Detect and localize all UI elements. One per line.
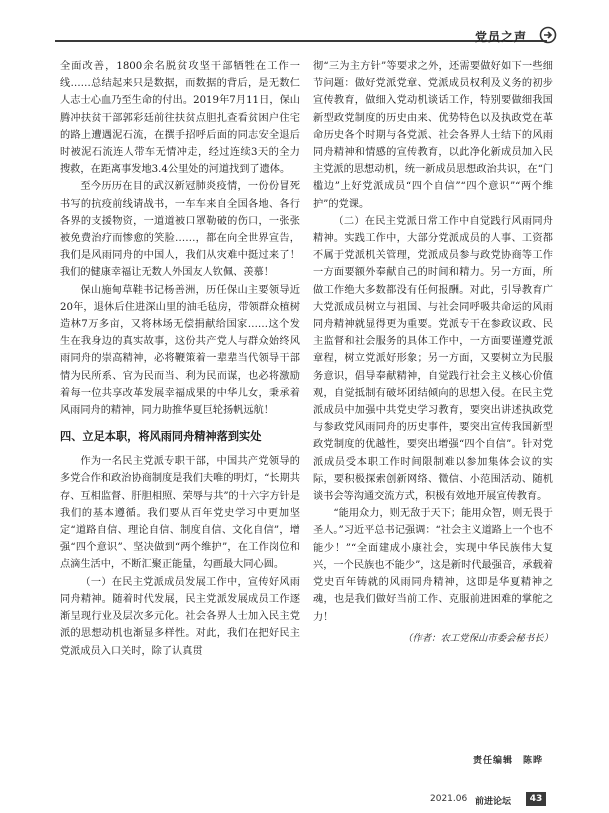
right-paragraph-3: “能用众力，则无敌于天下；能用众智，则无畏于圣人。”习近平总书记强调：“社会主义道路上一个也不能少！”“全面建成小康社会，实现中华民族伟大复兴，一个民族也不能少”，这是新时代最强音，承载着党史百年铸就的风雨同舟精神，这即是华夏精神之魂，也是我们做好当前工作、克服前进困难的掌舵之力！: [313, 508, 553, 623]
issue-date: 2021.06: [430, 794, 468, 804]
author-note: （作者：农工党保山市委会秘书长）: [402, 632, 553, 644]
header-rule: [55, 40, 547, 42]
page-number: 43: [526, 792, 546, 806]
right-column: [313, 58, 553, 647]
section-title: 党员之声: [474, 30, 527, 44]
right-paragraph-1: 彻“三为主方针”等要求之外，还需要做好如下一些细节问题：做好党派党章、党派成员权利及义务的初步宣传教育，做细入党动机谈话工作，特别要做细我国新型政党制度的历史由来、优势特色以及执政党在革命历史各个时期与各党派、社会各界人士结下的风雨同舟精神和情感的宣传教育，以此净化新成员加入民主党派的思想动机，统一新成员思想政治共识，在“门槛边”上好党派成员“四个自信”“四个意识”“两个维护”的党课。: [313, 61, 553, 210]
left-paragraph-4: 作为一名民主党派专职干部，中国共产党领导的多党合作和政治协商制度是我们夫唯的明灯，“长期共存、互相监督、肝胆相照、荣辱与共”的十六字方针是我们的基本遵循。我们要从百年党史学习中更加坚定“道路自信、理论自信、制度自信、文化自信”，增强“四个意识”、坚决做到“两个维护”，在工作岗位和点滴生活中，不断汇聚正能量，勾画最大同心圆。: [60, 456, 300, 571]
arrow-circle-icon: [539, 26, 557, 44]
left-paragraph-2: 至今历历在目的武汉新冠肺炎疫情，一份份冒死书写的抗疫前线请战书，一车车来自全国各地、各行各界的支援物资，一道道被口罩勒破的伤口，一张张被免费治疗而惨愈的笑脸……，都在向全世界宣告，我们是风雨同舟的中国人，我们从灾难中挺过来了！我们的健康幸福让无数人外国友人钦佩、羡慕！: [60, 181, 300, 279]
section-heading-4: 四、立足本职，将风雨同舟精神落到实处: [60, 430, 262, 444]
right-paragraph-2: （二）在民主党派日常工作中自觉践行风雨同舟精神。实践工作中，大部分党派成员的人事、工资都不属于党派机关管理，党派成员参与政党协商等工作一方面要额外奉献自己的时间和精力。另一方面，所做工作绝大多数都没有任何报酬。对此，引导教育广大党派成员树立与祖国、与社会同呼吸共命运的风雨同舟精神就显得更为重要。党派专干在参政议政、民主监督和社会服务的具体工作中，一方面要谨遵党派章程，树立党派好形象；另一方面，又要树立为民服务意识，倡导奉献精神，自觉践行社会主义核心价值观，自觉抵制有破坏团结倾向的思想入侵。在民主党派成员中加强中共党史学习教育，要突出讲述执政党与参政党风雨同舟的历史事件，要突出宣传我国新型政党制度的优越性，要突出增强“四个自信”。针对党派成员受本职工作时间限制难以参加集体会议的实际，要积极探索创新网络、微信、小范围活动、随机谈书会等沟通交流方式，积极有效地开展宣传教育。: [313, 215, 553, 503]
journal-name: 前进论坛: [475, 797, 512, 807]
page-footer: [0, 790, 609, 813]
page-header: [0, 0, 609, 52]
responsible-editor: 责任编辑 陈晔: [473, 756, 544, 766]
left-paragraph-1: 全面改善，1800余名脱贫攻坚干部牺牲在工作一线……总结起来只是数据，而数据的背后，是无数仁人志士心血乃至生命的付出。2019年7月11日，保山腾冲扶贫干部郭彩廷前往扶贫点胆扎查看贫困户住宅的路上遭遇泥石流，在撰手招呼后面的同志安全退后时被泥石流连人带车无情冲走，经过连续3天的全力搜救，在距离事发地3.4公里处的河道找到了遗体。: [60, 61, 300, 176]
left-column: [60, 58, 300, 660]
left-paragraph-5: （一）在民主党派成员发展工作中，宣传好风雨同舟精神。随着时代发展，民主党派发展成员工作逐渐呈现行业及层次多元化。社会各界人士加入民主党派的思想动机也渐显多样性。对此，我们在把好民主党派成员入口关时，除了认真贯: [60, 576, 300, 657]
left-paragraph-3: 保山施甸草鞋书记杨善洲，历任保山主要领导近20年，退休后住进深山里的油毛毡房，带领群众植树造林7万多亩，又将林场无偿捐献给国家……这个发生在我身边的真实故事，这份共产党人与群众始终风雨同舟的崇高精神，必将鞭策着一辈辈当代领导干部情为民所系、官为民而当、利为民而谋，也必将激励着每一位共享改革发展幸福成果的中华儿女，秉承着风雨同舟的精神，同力助推华夏巨轮扬帆远航！: [60, 284, 300, 417]
